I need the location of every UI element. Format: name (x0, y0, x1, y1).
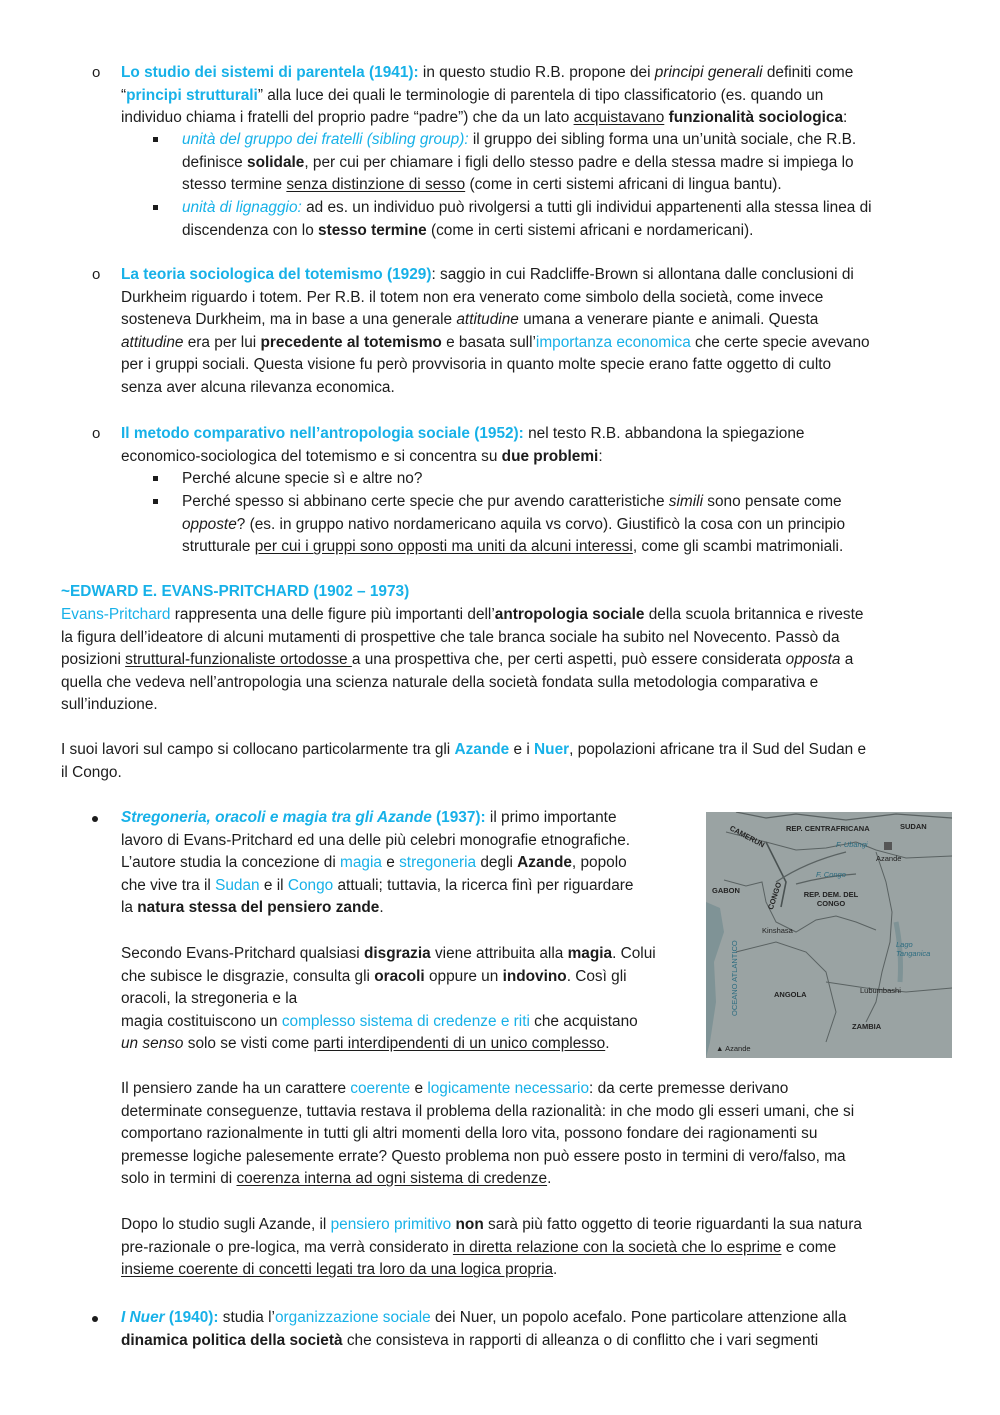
map-label: ANGOLA (774, 990, 807, 999)
bullet-icon (92, 816, 98, 822)
square-bullet-icon (153, 205, 158, 210)
circle-bullet-icon: o (92, 266, 101, 283)
primitive-thought-paragraph: Dopo lo studio sugli Azande, il pensiero primitivo non sarà più fatto oggetto di teorie riguardanti la sua natura pre-razionale o pre-logica, ma verrà considerato in diretta relazione con la società che lo esprime e come insieme coerente di concetti legati tra loro da una logica propria. (121, 1216, 862, 1279)
map-label: Azande (876, 854, 902, 863)
sub-item-question-2: Perché spesso si abbinano certe specie che pur avendo caratteristiche simili sono pensate come opposte? (es. in gruppo nativo nordamericano aquila vs corvo). Giustificò la cosa con un principio strutturale per cui i gruppi sono opposti ma uniti da alcuni interessi, come gli scambi matrimoniali. (182, 493, 846, 556)
item-comparative-method: Il metodo comparativo nell’antropologia sociale (1952): nel testo R.B. abbandona la spiegazione economico-sociologica del totemismo e si concentra su due problemi: (121, 425, 805, 465)
map-legend: ▲ Azande (716, 1044, 751, 1053)
map-label: REP. DEM. DEL CONGO (803, 890, 859, 908)
map-label: Lubumbashi (860, 986, 901, 995)
sub-item-sibling-group: unità del gruppo dei fratelli (sibling group): il gruppo dei sibling forma una un’unità sociale, che R.B. definisce solidale, per cui per chiamare i figli dello stesso padre e della stessa madre si impiega lo stesso termine senza distinzione di sesso (come in certi sistemi africani di lingua bantu). (182, 131, 857, 194)
map-label: Lago Tanganica (896, 940, 931, 958)
nuer-study-block: I Nuer (1940): studia l’organizzazione sociale dei Nuer, un popolo acefalo. Pone particolare attenzione alla dinamica politica della società che consisteva in rapporti di alleanza o di conflitto che i vari segmenti (121, 1309, 847, 1349)
zande-thought-paragraph: Il pensiero zande ha un carattere coerente e logicamente necessario: da certe premesse derivano determinate conseguenze, tuttavia restava il problema della razionalità: in che modo gli esseri umani, che si comportano razionalmente in tutti gli altri momenti della loro vita, possono fondare dei ragionamenti su premesse logiche palesemente errate? Questo problema non può essere posto in termini di vero/falso, ma solo in termini di coerenza interna ad ogni sistema di credenze. (121, 1080, 855, 1188)
azande-study-block: Stregoneria, oracoli e magia tra gli Azande (1937): il primo importante lavoro di Evans-Pritchard ed una delle più celebri monografie etnografiche. L’autore studia la concezione di magia e stregoneria degli Azande, popolo che vive tra il Sudan e il Congo attuali; tuttavia, la ricerca finì per riguardare la natura stessa del pensiero zande. (121, 809, 634, 917)
map-label: REP. CENTRAFRICANA (786, 824, 870, 833)
item-title: Lo studio dei sistemi di parentela (1941): (121, 64, 419, 81)
misfortune-paragraph: Secondo Evans-Pritchard qualsiasi disgrazia viene attribuita alla magia. Colui che subisce le disgrazie, consulta gli oracoli oppure un indovino. Così gli oracoli, la stregoneria e la magia costituiscono un complesso sistema di credenze e riti che acquistano un senso solo se visti come parti interdipendenti di un unico complesso. (121, 945, 656, 1053)
item-kinship-study: Lo studio dei sistemi di parentela (1941): in questo studio R.B. propone dei principi generali definiti come “principi strutturali” alla luce dei quali le terminologie di parentela di tipo classificatorio (es. quando un individuo chiama i fratelli del proprio padre “padre”) che da un lato acquistavano funzionalità sociologica: (121, 64, 854, 127)
section-heading: ~EDWARD E. EVANS-PRITCHARD (1902 – 1973) (61, 583, 410, 600)
map-label: CAMERUN (728, 823, 767, 850)
item-totemism-theory: La teoria sociologica del totemismo (1929): saggio in cui Radcliffe-Brown si allontana dalle conclusioni di Durkheim riguardo i totem. Per R.B. il totem non era venerato come simbolo della società, come invece sosteneva Durkheim, ma in base a una generale attitudine umana a venerare piante e animali. Questa attitudine era per lui precedente al totemismo e basata sull’importanza economica che certe specie avevano per i gruppi sociali. Questa visione fu però provvisoria in quanto molte specie erano fatte oggetto di culto senza aver alcuna rilevanza economica. (121, 266, 870, 396)
map-label: Kinshasa (762, 926, 793, 935)
map-label: ZAMBIA (852, 1022, 882, 1031)
map-label: CONGO (766, 881, 784, 911)
sub-item-lineage: unità di lignaggio: ad es. un individuo può rivolgersi a tutti gli individui appartenenti alla stessa linea di discendenza con lo stesso termine (come in certi sistemi africani e nordamericani). (182, 199, 872, 239)
sub-item-question-1: Perché alcune specie sì e altre no? (182, 470, 423, 487)
map-label: SUDAN (900, 822, 927, 831)
square-bullet-icon (153, 499, 158, 504)
item-title: La teoria sociologica del totemismo (1929) (121, 266, 432, 283)
item-title: Il metodo comparativo nell’antropologia sociale (1952): (121, 425, 524, 442)
map-drawing (706, 812, 952, 1058)
map-label: OCEANO ATLANTICO (730, 940, 739, 1016)
fieldwork-paragraph: I suoi lavori sul campo si collocano particolarmente tra gli Azande e i Nuer, popolazioni africane tra il Sud del Sudan e il Congo. (61, 741, 867, 781)
map-label: GABON (712, 886, 740, 895)
intro-paragraph: Evans-Pritchard rappresenta una delle figure più importanti dell’antropologia sociale della scuola britannica e riveste la figura dell’ideatore di alcuni mutamenti di prospettive che tale branca sociale ha subito nel Novecento. Passò da posizioni struttural-funzionaliste ortodosse a una prospettiva che, per certi aspetti, può essere considerata opposta a quella che vedeva nell’antropologia una scienza naturale della società fondata sulla metodologia comparativa e sull’induzione. (61, 606, 864, 714)
circle-bullet-icon: o (92, 64, 101, 81)
square-bullet-icon (153, 137, 158, 142)
map-label: F. Congo (816, 870, 846, 879)
africa-map-image (706, 812, 952, 1058)
map-label: F. Ubangi (836, 840, 868, 849)
circle-bullet-icon: o (92, 425, 101, 442)
square-bullet-icon (153, 476, 158, 481)
bullet-icon (92, 1316, 98, 1322)
